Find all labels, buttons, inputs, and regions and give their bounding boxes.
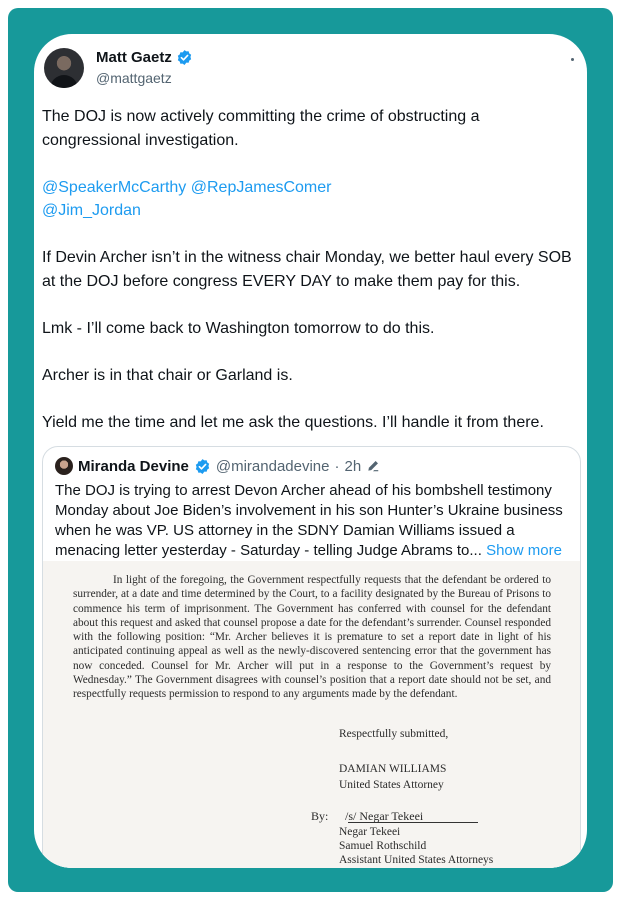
tweet-mentions (42, 176, 577, 223)
mention-link[interactable]: @Jim_Jordan (42, 202, 141, 219)
separator-dot: · (334, 457, 340, 475)
quote-text (55, 481, 570, 561)
show-more-link[interactable]: Show more (486, 542, 562, 559)
by-label: By: (311, 809, 329, 823)
tweet-card (34, 34, 587, 868)
document-paragraph: In light of the foregoing, the Government respectfully requests that the defendant be ordered to surrender, at a date and time determined by the Court, to a facility designated by the Bureau of Prisons to commence his term of imprisonment. The Government has conferred with counsel for the defendant about this request and asked that counsel propose a date for the defendant’s surrender. Counsel responded with the following position: “Mr. Archer believes it is premature to set a report date in light of his anticipated continuing appeal as well as the newly-discovered sentencing error that the government has now conceded. Counsel for Mr. Archer will put in a response to the Government’s request by Wednesday.” The Government disagrees with counsel’s position that a report date should not be set, and respectfully requests permission to respond to any arguments made by the defendant. (73, 574, 551, 701)
attorneys-title: Assistant United States Attorneys (339, 854, 494, 866)
more-options-icon[interactable] (571, 58, 574, 61)
tweet-header (44, 48, 574, 96)
electronic-signature: /s/ Negar Tekeei (345, 809, 424, 823)
closing-line: Respectfully submitted, (339, 728, 449, 740)
document-image (43, 561, 580, 868)
tweet-paragraph: Archer is in that chair or Garland is. (42, 366, 293, 384)
signer-name: DAMIAN WILLIAMS (339, 763, 447, 775)
quote-author-avatar (55, 457, 73, 475)
quote-header (55, 457, 380, 475)
tweet-paragraph: Yield me the time and let me ask the questions. I’ll handle it from there. (42, 413, 544, 431)
quoted-tweet[interactable] (42, 446, 581, 868)
tweet-paragraph: The DOJ is now actively committing the crime of obstructing a congressional investigation. (42, 108, 480, 149)
attorney-name: Samuel Rothschild (339, 840, 427, 852)
verified-badge-icon (194, 458, 211, 475)
quote-author-name: Miranda Devine (78, 457, 189, 475)
tweet-body (42, 105, 577, 458)
author-name[interactable]: Matt Gaetz (96, 49, 172, 66)
edit-pencil-icon (366, 459, 380, 473)
mention-link[interactable]: @RepJamesComer (190, 178, 332, 196)
mention-link[interactable]: @SpeakerMcCarthy (42, 178, 187, 196)
signature-line (348, 822, 478, 823)
attorney-name: Negar Tekeei (339, 826, 401, 838)
quote-timestamp: 2h (344, 457, 362, 475)
quote-author-handle: @mirandadevine (215, 457, 330, 475)
tweet-paragraph: Lmk - I’ll come back to Washington tomorrow to do this. (42, 319, 435, 337)
tweet-paragraph: If Devin Archer isn’t in the witness chair Monday, we better haul every SOB at the DOJ before congress EVERY DAY to make them pay for this. (42, 249, 572, 290)
quote-body: The DOJ is trying to arrest Devon Archer ahead of his bombshell testimony Monday about Joe Biden’s involvement in his son Hunter’s Ukraine business when he was VP. US attorney in the SDNY Damian Williams issued a menacing letter yesterday - Saturday - telling Judge Abrams to... (55, 482, 563, 559)
signer-title: United States Attorney (339, 779, 444, 791)
author-handle[interactable]: @mattgaetz (96, 70, 172, 86)
verified-badge-icon (176, 49, 193, 66)
author-avatar[interactable] (44, 48, 84, 88)
